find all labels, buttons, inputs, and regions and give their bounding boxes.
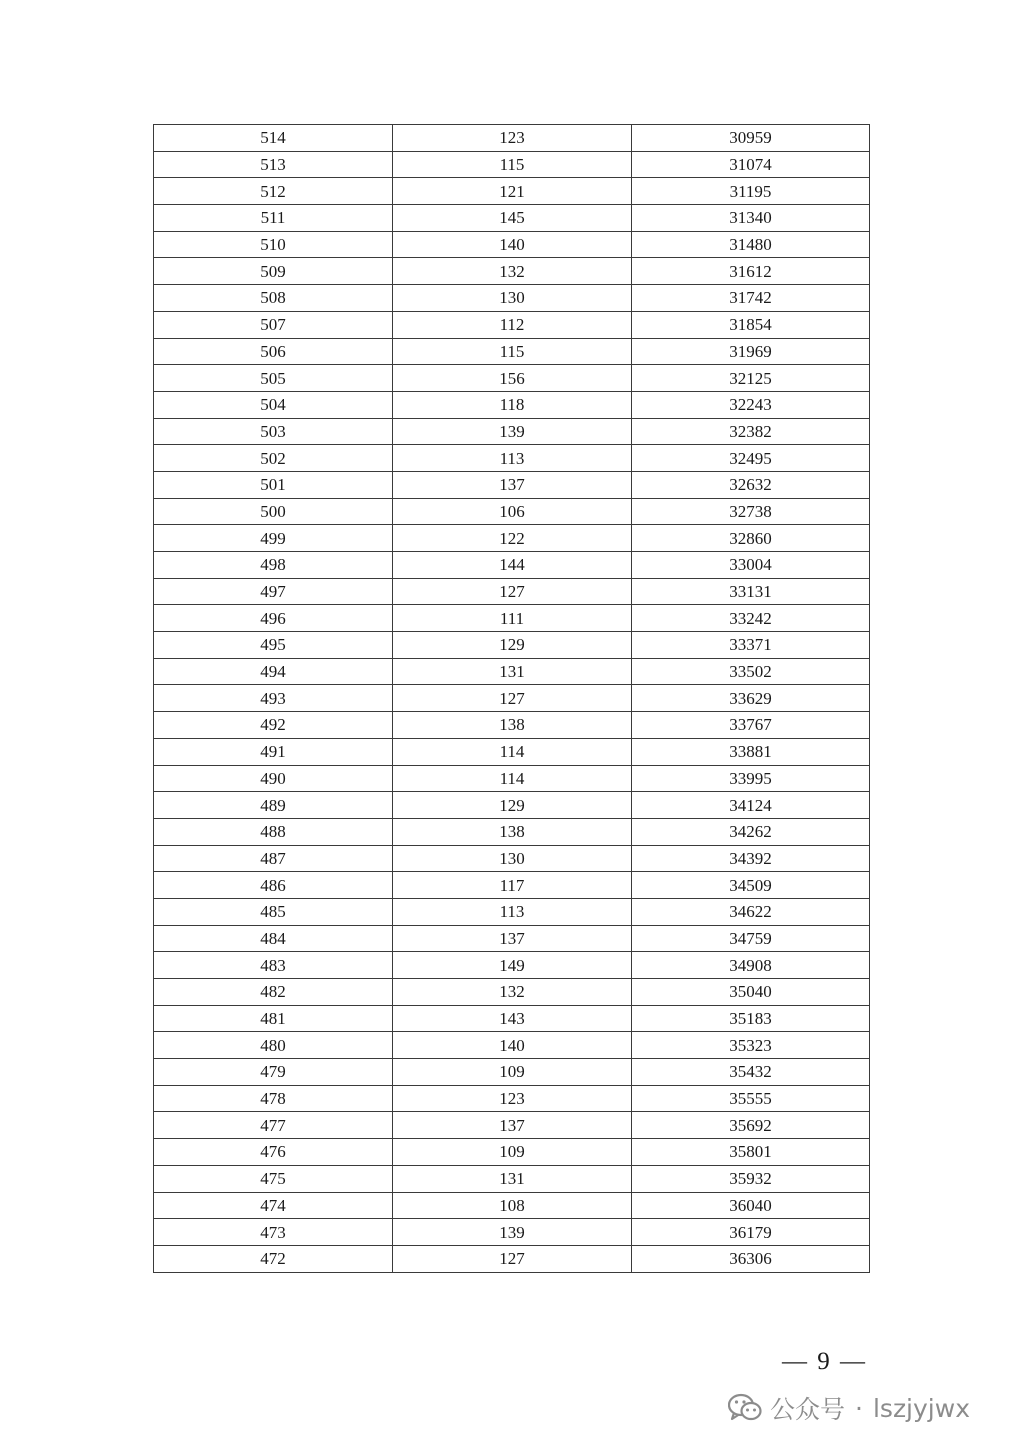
table-row: [154, 925, 870, 952]
table-row: [154, 952, 870, 979]
table-cell: 34262: [632, 818, 870, 845]
table-cell: 35323: [632, 1032, 870, 1059]
table-cell: 137: [393, 925, 632, 952]
table-cell: 478: [154, 1085, 393, 1112]
table-cell: 31195: [632, 178, 870, 205]
table-cell: 31854: [632, 311, 870, 338]
table-row: [154, 498, 870, 525]
table-cell: 514: [154, 125, 393, 152]
table-cell: 472: [154, 1245, 393, 1272]
table-cell: 32125: [632, 365, 870, 392]
table-row: [154, 658, 870, 685]
table-cell: 108: [393, 1192, 632, 1219]
table-cell: 31969: [632, 338, 870, 365]
table-cell: 479: [154, 1059, 393, 1086]
table-row: [154, 471, 870, 498]
table-cell: 36306: [632, 1245, 870, 1272]
table-cell: 143: [393, 1005, 632, 1032]
table-cell: 132: [393, 258, 632, 285]
table-cell: 33131: [632, 578, 870, 605]
table-cell: 113: [393, 898, 632, 925]
table-cell: 488: [154, 818, 393, 845]
table-cell: 33995: [632, 765, 870, 792]
table-cell: 35040: [632, 979, 870, 1006]
table-cell: 487: [154, 845, 393, 872]
table-cell: 474: [154, 1192, 393, 1219]
table-cell: 483: [154, 952, 393, 979]
table-row: [154, 178, 870, 205]
table-cell: 111: [393, 605, 632, 632]
table-cell: 35801: [632, 1139, 870, 1166]
table-cell: 114: [393, 738, 632, 765]
table-cell: 31340: [632, 205, 870, 232]
table-cell: 477: [154, 1112, 393, 1139]
watermark-account: lszjyjwx: [872, 1393, 970, 1423]
table-cell: 509: [154, 258, 393, 285]
table-row: [154, 1245, 870, 1272]
table-cell: 35555: [632, 1085, 870, 1112]
table-cell: 510: [154, 231, 393, 258]
watermark: [728, 1390, 970, 1426]
table-cell: 34124: [632, 792, 870, 819]
table-cell: 493: [154, 685, 393, 712]
table-row: [154, 418, 870, 445]
table-cell: 123: [393, 125, 632, 152]
table-row: [154, 1112, 870, 1139]
table-row: [154, 898, 870, 925]
wechat-icon: [728, 1393, 762, 1423]
table-cell: 34908: [632, 952, 870, 979]
table-cell: 484: [154, 925, 393, 952]
table-cell: 130: [393, 285, 632, 312]
table-cell: 122: [393, 525, 632, 552]
table-cell: 500: [154, 498, 393, 525]
table-cell: 504: [154, 391, 393, 418]
table-row: [154, 1139, 870, 1166]
table-row: [154, 738, 870, 765]
table-row: [154, 258, 870, 285]
table-cell: 113: [393, 445, 632, 472]
table-row: [154, 818, 870, 845]
table-cell: 112: [393, 311, 632, 338]
table-cell: 491: [154, 738, 393, 765]
watermark-separator: ·: [855, 1393, 863, 1423]
table-cell: 114: [393, 765, 632, 792]
table-cell: 137: [393, 471, 632, 498]
table-cell: 131: [393, 658, 632, 685]
table-cell: 502: [154, 445, 393, 472]
table-cell: 33767: [632, 712, 870, 739]
table-cell: 486: [154, 872, 393, 899]
table-row: [154, 1219, 870, 1246]
table-row: [154, 765, 870, 792]
table-cell: 33371: [632, 632, 870, 659]
table-row: [154, 1059, 870, 1086]
table-row: [154, 979, 870, 1006]
table-cell: 476: [154, 1139, 393, 1166]
table-cell: 31074: [632, 151, 870, 178]
table-cell: 511: [154, 205, 393, 232]
table-row: [154, 845, 870, 872]
table-cell: 480: [154, 1032, 393, 1059]
table-row: [154, 578, 870, 605]
table-cell: 33629: [632, 685, 870, 712]
table-row: [154, 338, 870, 365]
table-cell: 33502: [632, 658, 870, 685]
table-row: [154, 632, 870, 659]
table-cell: 501: [154, 471, 393, 498]
table-row: [154, 1085, 870, 1112]
table-cell: 481: [154, 1005, 393, 1032]
table-cell: 138: [393, 712, 632, 739]
table-cell: 32632: [632, 471, 870, 498]
table-cell: 31742: [632, 285, 870, 312]
table-row: [154, 151, 870, 178]
table-cell: 32243: [632, 391, 870, 418]
table-cell: 109: [393, 1139, 632, 1166]
page-number: — 9 —: [782, 1348, 867, 1375]
table-cell: 106: [393, 498, 632, 525]
table-cell: 35692: [632, 1112, 870, 1139]
table-row: [154, 311, 870, 338]
table-cell: 127: [393, 685, 632, 712]
table-row: [154, 872, 870, 899]
table-cell: 35183: [632, 1005, 870, 1032]
table-row: [154, 712, 870, 739]
table-cell: 35932: [632, 1165, 870, 1192]
table-cell: 496: [154, 605, 393, 632]
table-row: [154, 445, 870, 472]
table-cell: 132: [393, 979, 632, 1006]
table-cell: 140: [393, 231, 632, 258]
score-table: [153, 124, 870, 1273]
table-cell: 490: [154, 765, 393, 792]
table-cell: 33881: [632, 738, 870, 765]
table-row: [154, 391, 870, 418]
watermark-label: 公众号: [770, 1395, 846, 1424]
table-cell: 36040: [632, 1192, 870, 1219]
table-cell: 495: [154, 632, 393, 659]
table-cell: 508: [154, 285, 393, 312]
table-cell: 144: [393, 552, 632, 579]
table-row: [154, 685, 870, 712]
table-row: [154, 205, 870, 232]
table-cell: 498: [154, 552, 393, 579]
table-cell: 499: [154, 525, 393, 552]
table-row: [154, 231, 870, 258]
table-cell: 34622: [632, 898, 870, 925]
table-cell: 506: [154, 338, 393, 365]
table-cell: 123: [393, 1085, 632, 1112]
table-cell: 507: [154, 311, 393, 338]
table-cell: 149: [393, 952, 632, 979]
table-cell: 139: [393, 1219, 632, 1246]
table-row: [154, 365, 870, 392]
table-cell: 475: [154, 1165, 393, 1192]
table-cell: 492: [154, 712, 393, 739]
table-cell: 482: [154, 979, 393, 1006]
table-cell: 485: [154, 898, 393, 925]
table-cell: 138: [393, 818, 632, 845]
table-row: [154, 605, 870, 632]
table-cell: 473: [154, 1219, 393, 1246]
table-cell: 117: [393, 872, 632, 899]
table-cell: 131: [393, 1165, 632, 1192]
table-row: [154, 125, 870, 152]
table-cell: 32738: [632, 498, 870, 525]
table-row: [154, 792, 870, 819]
table-cell: 31480: [632, 231, 870, 258]
table-cell: 34509: [632, 872, 870, 899]
table-row: [154, 552, 870, 579]
table-cell: 109: [393, 1059, 632, 1086]
table-cell: 129: [393, 792, 632, 819]
table-cell: 115: [393, 151, 632, 178]
table-cell: 145: [393, 205, 632, 232]
table-cell: 32382: [632, 418, 870, 445]
table-cell: 130: [393, 845, 632, 872]
table-cell: 32495: [632, 445, 870, 472]
table-cell: 36179: [632, 1219, 870, 1246]
table-cell: 121: [393, 178, 632, 205]
table-cell: 140: [393, 1032, 632, 1059]
table-cell: 505: [154, 365, 393, 392]
table-row: [154, 1192, 870, 1219]
table-cell: 497: [154, 578, 393, 605]
table-cell: 512: [154, 178, 393, 205]
table-row: [154, 285, 870, 312]
table-cell: 30959: [632, 125, 870, 152]
table-cell: 34759: [632, 925, 870, 952]
table-row: [154, 525, 870, 552]
table-cell: 513: [154, 151, 393, 178]
table-cell: 489: [154, 792, 393, 819]
table-cell: 137: [393, 1112, 632, 1139]
table-cell: 33242: [632, 605, 870, 632]
table-cell: 127: [393, 578, 632, 605]
table-cell: 31612: [632, 258, 870, 285]
table-row: [154, 1165, 870, 1192]
table-cell: 494: [154, 658, 393, 685]
table-cell: 503: [154, 418, 393, 445]
table-cell: 118: [393, 391, 632, 418]
table-cell: 127: [393, 1245, 632, 1272]
table-cell: 32860: [632, 525, 870, 552]
score-table-body: [154, 125, 870, 1273]
table-cell: 34392: [632, 845, 870, 872]
table-cell: 115: [393, 338, 632, 365]
table-row: [154, 1005, 870, 1032]
table-cell: 156: [393, 365, 632, 392]
table-cell: 139: [393, 418, 632, 445]
table-cell: 129: [393, 632, 632, 659]
table-cell: 35432: [632, 1059, 870, 1086]
table-row: [154, 1032, 870, 1059]
table-cell: 33004: [632, 552, 870, 579]
